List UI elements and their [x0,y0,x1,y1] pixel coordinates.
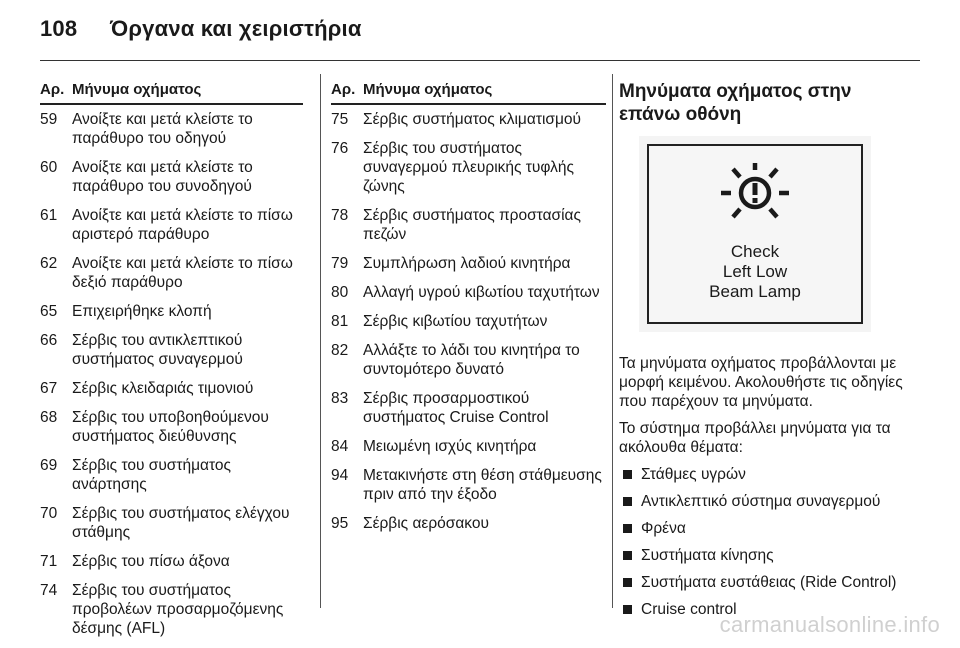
row-number: 60 [40,159,58,176]
row-number: 81 [331,313,349,330]
table-row [331,341,606,379]
row-number: 76 [331,140,349,157]
row-text: Σέρβις του συστήματος συναγερμού πλευρικής τυφλής ζώνης [363,140,574,195]
display-line: Beam Lamp [709,282,801,301]
row-number: 83 [331,390,349,407]
section-title: Μηνύματα οχήματος στην επάνω οθόνη [619,81,852,125]
topics-list [619,465,909,619]
table-row [331,312,606,331]
display-line: Check [730,242,780,261]
row-number: 67 [40,380,58,397]
row-text: Σέρβις συστήματος προστασίας πεζών [363,207,581,243]
bullet-square-icon [623,470,632,479]
row-text: Συμπλήρωση λαδιού κινητήρα [363,255,571,272]
bullet-square-icon [623,524,632,533]
row-number: 66 [40,332,58,349]
list-item-text: Στάθμες υγρών [641,466,746,483]
display-message [649,242,861,302]
table-row [40,206,303,244]
table-row [40,552,303,571]
display-illustration [639,136,871,332]
row-number: 69 [40,457,58,474]
topics-paragraph: Το σύστημα προβάλλει μηνύματα για τα ακόλουθα θέματα: [619,420,891,456]
row-text: Αλλαγή υγρού κιβωτίου ταχυτήτων [363,284,600,301]
row-number: 79 [331,255,349,272]
list-item [619,465,909,484]
row-number: 78 [331,207,349,224]
table-header [40,80,303,105]
bullet-square-icon [623,605,632,614]
table-row [331,110,606,129]
table-row [331,254,606,273]
row-number: 74 [40,582,58,599]
table-row [331,466,606,504]
row-number: 84 [331,438,349,455]
row-text: Μειωμένη ισχύς κινητήρα [363,438,537,455]
row-text: Ανοίξτε και μετά κλείστε το παράθυρο του συνοδηγού [72,159,253,195]
table-row [40,379,303,398]
message-table-left [40,80,303,648]
row-number: 70 [40,505,58,522]
upper-display-section [619,80,909,627]
row-text: Σέρβις του συστήματος ελέγχου στάθμης [72,505,290,541]
message-table-right [331,80,606,543]
table-row [331,283,606,302]
list-item [619,492,909,511]
row-text: Σέρβις κλειδαριάς τιμονιού [72,380,254,397]
table-row [40,504,303,542]
table-row [40,110,303,148]
header-message: Μήνυμα οχήματος [363,81,493,98]
table-row [40,581,303,638]
header-message: Μήνυμα οχήματος [72,81,202,98]
bullet-square-icon [623,497,632,506]
row-text: Αλλάξτε το λάδι του κινητήρα το συντομότερο δυνατό [363,342,580,378]
intro-paragraph: Τα μηνύματα οχήματος προβάλλονται με μορφή κειμένου. Ακολουθήστε τις οδηγίες που παρέχουν τα μηνύματα. [619,355,903,410]
list-item-text: Cruise control [641,601,737,618]
table-header [331,80,606,105]
column-divider [612,74,613,608]
list-item [619,519,909,538]
row-number: 75 [331,111,349,128]
row-text: Σέρβις του συστήματος ανάρτησης [72,457,231,493]
row-number: 94 [331,467,349,484]
header-rule [40,60,920,61]
row-number: 71 [40,553,58,570]
display-line: Left Low [722,262,788,281]
headlamp-warning-icon [718,160,792,222]
row-number: 95 [331,515,349,532]
table-row [331,139,606,196]
table-row [331,389,606,427]
bullet-square-icon [623,551,632,560]
row-text: Σέρβις αερόσακου [363,515,489,532]
list-item-text: Συστήματα ευστάθειας (Ride Control) [641,574,897,591]
header-number: Αρ. [40,81,65,98]
row-text: Ανοίξτε και μετά κλείστε το πίσω δεξιό παράθυρο [72,255,293,291]
row-number: 80 [331,284,349,301]
list-item [619,546,909,565]
row-text: Σέρβις του πίσω άξονα [72,553,230,570]
row-text: Σέρβις προσαρμοστικού συστήματος Cruise Control [363,390,549,426]
bullet-square-icon [623,578,632,587]
watermark: carmanualsonline.info [719,612,940,637]
row-text: Ανοίξτε και μετά κλείστε το πίσω αριστερό παράθυρο [72,207,293,243]
row-text: Σέρβις κιβωτίου ταχυτήτων [363,313,548,330]
table-row [40,158,303,196]
row-text: Σέρβις του συστήματος προβολέων προσαρμοζόμενης δέσμης (AFL) [72,582,284,637]
page-number: 108 [40,16,78,41]
display-frame [647,144,863,324]
row-number: 62 [40,255,58,272]
row-number: 82 [331,342,349,359]
page-title: Όργανα και χειριστήρια [110,16,362,41]
list-item [619,573,909,592]
row-number: 65 [40,303,58,320]
table-row [40,331,303,369]
page-header [40,16,362,42]
column-divider [320,74,321,608]
row-number: 59 [40,111,58,128]
row-text: Μετακινήστε στη θέση στάθμευσης πριν από την έξοδο [363,467,602,503]
row-number: 68 [40,409,58,426]
row-text: Σέρβις του υποβοηθούμενου συστήματος διεύθυνσης [72,409,269,445]
row-number: 61 [40,207,58,224]
row-text: Σέρβις του αντικλεπτικού συστήματος συναγερμού [72,332,243,368]
table-row [40,254,303,292]
table-row [331,206,606,244]
row-text: Σέρβις συστήματος κλιματισμού [363,111,581,128]
list-item-text: Αντικλεπτικό σύστημα συναγερμού [641,493,881,510]
row-text: Ανοίξτε και μετά κλείστε το παράθυρο του οδηγού [72,111,253,147]
table-row [40,456,303,494]
list-item-text: Φρένα [641,520,686,537]
table-row [40,408,303,446]
table-row [40,302,303,321]
list-item-text: Συστήματα κίνησης [641,547,774,564]
table-row [331,437,606,456]
row-text: Επιχειρήθηκε κλοπή [72,303,212,320]
table-row [331,514,606,533]
header-number: Αρ. [331,81,356,98]
